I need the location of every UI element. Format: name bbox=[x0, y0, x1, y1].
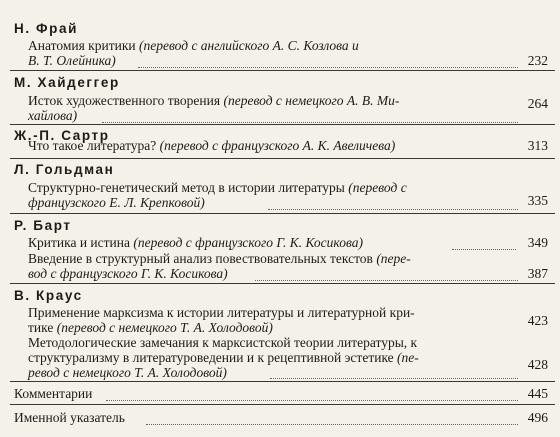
page-number: 313 bbox=[527, 138, 548, 153]
page-number: 387 bbox=[527, 266, 548, 281]
entry-title-tail: хайлова) bbox=[28, 108, 78, 123]
section-divider bbox=[10, 158, 555, 159]
dot-leader bbox=[452, 249, 516, 250]
section-divider bbox=[10, 70, 555, 71]
entry-title-line: тике (перевод с немецкого Т. А. Холодовой) bbox=[28, 320, 273, 335]
dot-leader bbox=[138, 67, 518, 68]
entry-title-tail: В. Т. Олейника) bbox=[28, 53, 116, 68]
toc-entry-comments: Комментарии bbox=[14, 386, 93, 401]
author-heading: М. Хайдеггер bbox=[14, 75, 120, 90]
dot-leader bbox=[255, 280, 518, 281]
entry-title-line: Введение в структурный анализ повествовательных текстов (пере- bbox=[28, 251, 411, 266]
entry-title-tail: французского Е. Л. Крепковой) bbox=[28, 195, 205, 210]
page-number: 264 bbox=[527, 96, 548, 111]
page-number: 335 bbox=[527, 193, 548, 208]
dot-leader bbox=[106, 400, 518, 401]
dot-leader bbox=[102, 122, 518, 123]
author-heading: Н. Фрай bbox=[14, 21, 79, 36]
page-number: 349 bbox=[527, 235, 548, 250]
entry-title-tail: вод с французского Г. К. Косикова) bbox=[28, 266, 228, 281]
entry-title-line: Анатомия критики (перевод с английского А. С. Козлова и bbox=[28, 38, 359, 53]
page-number: 423 bbox=[527, 313, 548, 328]
page-number: 232 bbox=[527, 53, 548, 68]
dot-leader bbox=[268, 209, 518, 210]
author-heading: В. Краус bbox=[14, 288, 83, 303]
entry-title-line: Критика и истина (перевод с французского Г. К. Косикова) bbox=[28, 235, 363, 250]
page-number: 496 bbox=[527, 410, 548, 425]
entry-title-tail: ревод с немецкого Т. А. Холодовой) bbox=[28, 365, 227, 380]
entry-title-line: Применение марксизма к истории литературы и литературной кри- bbox=[28, 305, 415, 320]
entry-title-line: Исток художественного творения (перевод с немецкого А. В. Ми- bbox=[28, 93, 400, 108]
page-number: 428 bbox=[527, 357, 548, 372]
entry-title-line: структурализму в литературоведении и к рецептивной эстетике (пе- bbox=[28, 350, 419, 365]
author-heading: Л. Гольдман bbox=[14, 162, 115, 177]
section-divider bbox=[10, 381, 555, 382]
section-divider bbox=[10, 124, 555, 125]
entry-title-line: Структурно-генетический метод в истории литературы (перевод с bbox=[28, 180, 407, 195]
entry-title-line: Методологические замечания к марксистской теории литературы, к bbox=[28, 335, 418, 350]
page-number: 445 bbox=[527, 386, 548, 401]
toc-entry-name-index: Именной указатель bbox=[14, 410, 125, 425]
section-divider bbox=[10, 283, 555, 284]
section-divider bbox=[10, 404, 555, 405]
dot-leader bbox=[270, 378, 518, 379]
author-heading: Ж.-П. Сартр bbox=[14, 128, 110, 143]
entry-title-line: Что такое литература? (перевод с французского А. К. Авеличева) bbox=[28, 138, 396, 153]
author-heading: Р. Барт bbox=[14, 218, 72, 233]
dot-leader bbox=[146, 424, 518, 425]
section-divider bbox=[10, 213, 555, 214]
